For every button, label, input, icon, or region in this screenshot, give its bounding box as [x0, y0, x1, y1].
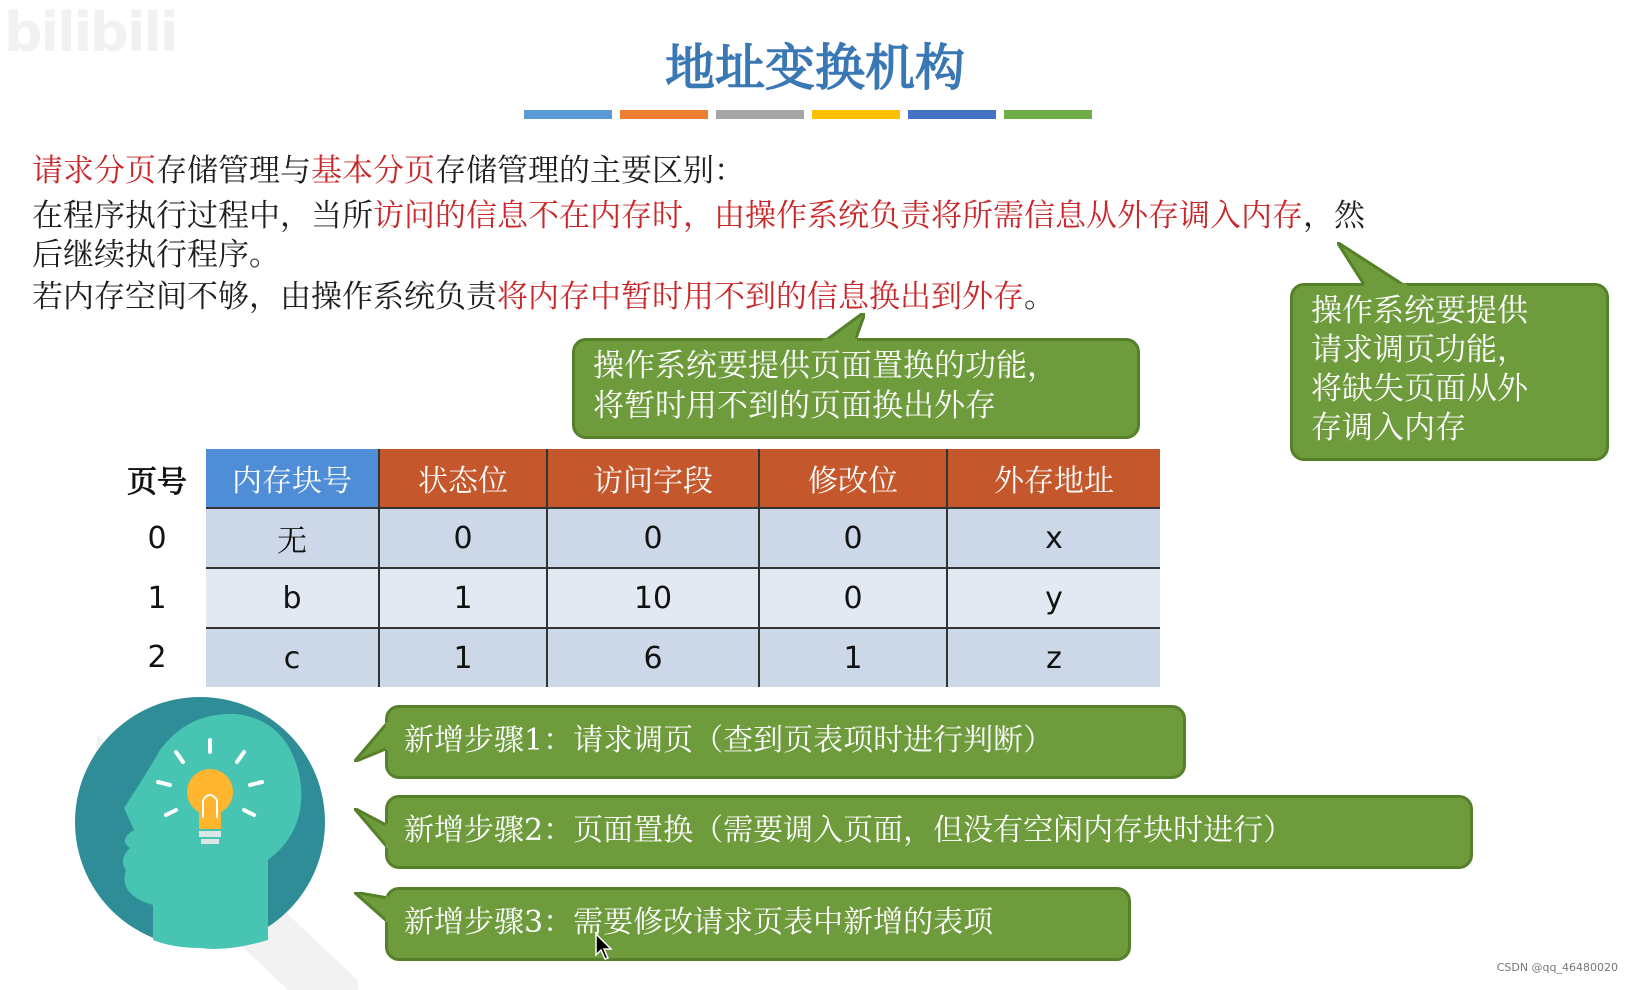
- callout-line: 请求调页功能，: [1311, 332, 1528, 368]
- color-bar-2: [620, 110, 708, 119]
- header-memory-block: 内存块号: [206, 449, 379, 508]
- term-basic-paging: 基本分页: [311, 153, 435, 189]
- mouse-cursor-icon: [595, 933, 613, 961]
- color-bar-3: [716, 110, 804, 119]
- cell-page-number: 0: [108, 508, 206, 568]
- page-title: 地址变换机构: [665, 39, 965, 97]
- callout-line: 存调入内存: [1311, 410, 1466, 446]
- color-bar-6: [1004, 110, 1092, 119]
- text: 在程序执行过程中，当所: [32, 198, 373, 234]
- callout-tail: [354, 722, 388, 762]
- page-table: [108, 449, 1160, 687]
- table-row: [108, 628, 1160, 687]
- term-demand-paging: 请求分页: [32, 153, 156, 189]
- paragraph-line-1: [32, 150, 745, 192]
- cell-page-number: 1: [108, 568, 206, 628]
- cell: 1: [759, 628, 947, 687]
- paragraph-line-3: [32, 234, 280, 276]
- paragraph-line-4: [32, 276, 1055, 318]
- step-callout-3: [385, 887, 1131, 961]
- header-modify-bit: 修改位: [759, 449, 947, 508]
- cell: x: [947, 508, 1160, 568]
- highlight-text: 将内存中暂时用不到的信息换出到外存: [497, 279, 1024, 315]
- callout-line: 操作系统要提供: [1311, 293, 1528, 329]
- table-header-row: [108, 449, 1160, 508]
- color-bar-4: [812, 110, 900, 119]
- cell: z: [947, 628, 1160, 687]
- callout-line: 将缺失页面从外: [1311, 371, 1528, 407]
- table-row: [108, 568, 1160, 628]
- color-bar-5: [908, 110, 996, 119]
- callout-tail: [354, 808, 388, 848]
- cell: 1: [379, 628, 547, 687]
- paragraph-line-2: [32, 195, 1365, 237]
- callout-tail: [745, 313, 865, 341]
- cell-page-number: 2: [108, 628, 206, 687]
- cell: 6: [547, 628, 759, 687]
- callout-tail: [354, 892, 388, 922]
- header-external-address: 外存地址: [947, 449, 1160, 508]
- cell: 0: [759, 508, 947, 568]
- highlight-text: 访问的信息不在内存时，由操作系统负责将所需信息从外存调入内存: [373, 198, 1303, 234]
- bilibili-watermark: bilibili: [4, 1, 177, 64]
- text: 。: [1024, 279, 1055, 315]
- callout-line: 将暂时用不到的页面换出外存: [593, 388, 996, 424]
- text: ，然: [1303, 198, 1365, 234]
- text: 后继续执行程序。: [32, 237, 280, 273]
- header-page-number: 页号: [108, 449, 206, 508]
- callout-tail: [1337, 242, 1417, 286]
- step-1-text: 新增步骤1：请求调页（查到页表项时进行判断）: [404, 723, 1054, 758]
- text: 若内存空间不够，由操作系统负责: [32, 279, 497, 315]
- cell: 无: [206, 508, 379, 568]
- cell: 0: [547, 508, 759, 568]
- callout-line: 操作系统要提供页面置换的功能，: [593, 348, 1058, 384]
- color-bar-1: [524, 110, 612, 119]
- head-lightbulb-icon: [58, 690, 358, 990]
- cell: 0: [379, 508, 547, 568]
- header-access-field: 访问字段: [547, 449, 759, 508]
- text: 存储管理与: [156, 153, 311, 189]
- footer-credit: CSDN @qq_46480020: [1496, 961, 1618, 974]
- cell: 0: [759, 568, 947, 628]
- cell: c: [206, 628, 379, 687]
- callout-page-in: [1290, 283, 1609, 461]
- step-callout-2: [385, 795, 1473, 869]
- cell: b: [206, 568, 379, 628]
- cell: y: [947, 568, 1160, 628]
- step-3-text: 新增步骤3：需要修改请求页表中新增的表项: [404, 905, 994, 940]
- callout-page-out: [572, 338, 1140, 439]
- step-callout-1: [385, 705, 1186, 779]
- table-row: [108, 508, 1160, 568]
- step-2-text: 新增步骤2：页面置换（需要调入页面，但没有空闲内存块时进行）: [404, 813, 1294, 848]
- header-status-bit: 状态位: [379, 449, 547, 508]
- text: 存储管理的主要区别：: [435, 153, 745, 189]
- cell: 10: [547, 568, 759, 628]
- cell: 1: [379, 568, 547, 628]
